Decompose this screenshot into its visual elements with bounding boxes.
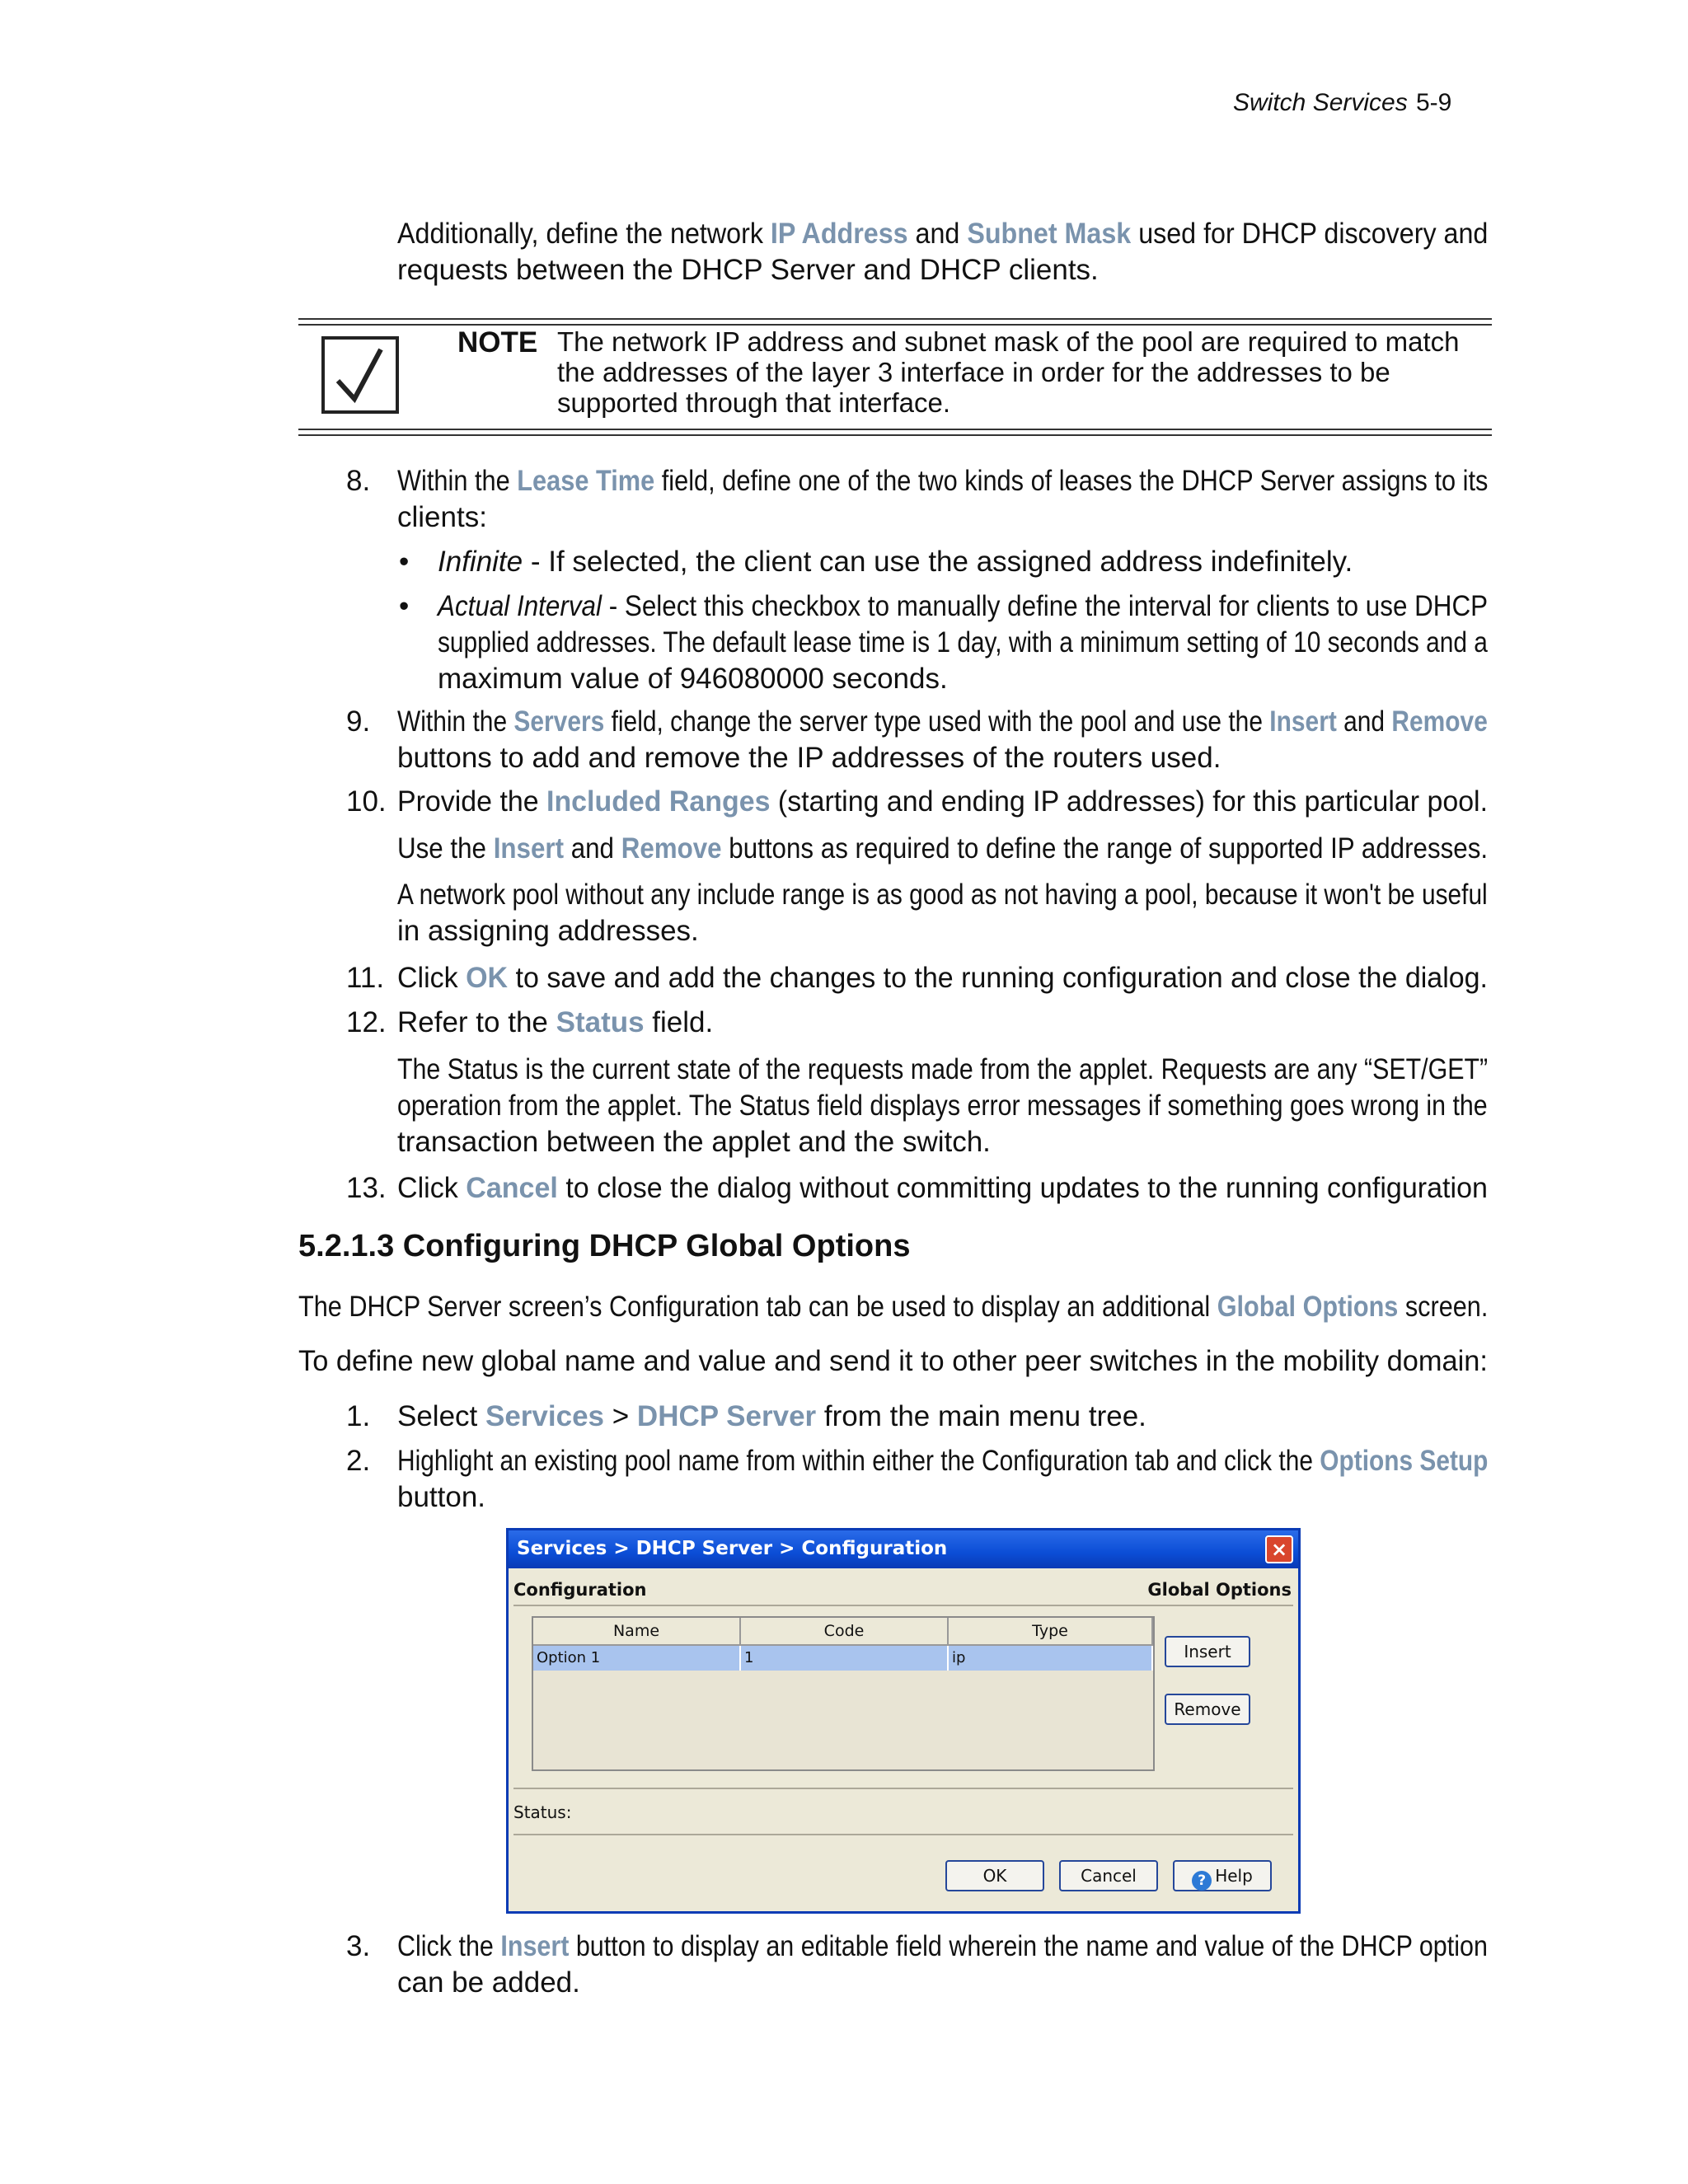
step-12-number: 12. (346, 1006, 387, 1038)
step-10-line-1: Provide the Included Ranges (starting and ending IP addresses) for this particular pool. (397, 785, 1489, 818)
step-12-para-2-line-3: transaction between the applet and the switch. (397, 1126, 991, 1158)
gstep-2-line-2: button. (397, 1481, 486, 1513)
gstep-3-line-1: Click the Insert button to display an editable field wherein the name and value of the DHCP option (397, 1930, 1488, 1962)
step-12-para-2-line-1: The Status is the current state of the requests made from the applet. Requests are any “SET/GET” (397, 1053, 1489, 1085)
note-rule-top-2 (298, 324, 1492, 326)
column-header-name[interactable]: Name (533, 1618, 741, 1646)
step-8-line-2: clients: (397, 501, 487, 533)
bullet-actual-interval-line-1: Actual Interval - Select this checkbox to manually define the interval for clients to use DHCP (438, 590, 1489, 622)
column-header-type[interactable]: Type (949, 1618, 1153, 1646)
help-button[interactable] (1173, 1860, 1272, 1891)
step-13-number: 13. (346, 1172, 387, 1204)
dialog-title: Services > DHCP Server > Configuration (517, 1538, 948, 1559)
step-10-number: 10. (346, 785, 387, 818)
step-8-number: 8. (346, 465, 371, 497)
bullet-actual-interval-line-2: supplied addresses. The default lease time is 1 day, with a minimum setting of 10 seconds and a (438, 626, 1488, 658)
global-options-instruction: To define new global name and value and send it to other peer switches in the mobility domain: (298, 1345, 1488, 1377)
intro-line-1: Additionally, define the network IP Address and Subnet Mask used for DHCP discovery and (397, 218, 1489, 250)
note-rule-bottom (298, 429, 1492, 430)
step-10-para-3-line-2: in assigning addresses. (397, 915, 699, 947)
gstep-2-line-1: Highlight an existing pool name from within either the Configuration tab and click the Options Setup (397, 1445, 1489, 1477)
divider (513, 1605, 1293, 1606)
step-9-line-2: buttons to add and remove the IP addresses of the routers used. (397, 742, 1221, 774)
cancel-button[interactable]: Cancel (1059, 1860, 1158, 1891)
bullet-actual-interval: • (399, 590, 410, 622)
table-cell-name[interactable]: Option 1 (533, 1646, 741, 1671)
note-label: NOTE (457, 326, 538, 359)
step-12-line-1: Refer to the Status field. (397, 1006, 714, 1038)
running-header-section: Switch Services (1233, 89, 1408, 116)
step-10-para-3-line-1: A network pool without any include range is as good as not having a pool, because it won't be useful (397, 879, 1488, 911)
note-rule-top (298, 318, 1492, 320)
global-options-intro: The DHCP Server screen’s Configuration tab can be used to display an additional Global Options screen. (298, 1291, 1489, 1323)
remove-button[interactable]: Remove (1165, 1694, 1250, 1725)
step-12-para-2-line-2: operation from the applet. The Status field displays error messages if something goes wrong in the (397, 1090, 1488, 1122)
ok-button[interactable]: OK (945, 1860, 1044, 1891)
bullet-infinite-text: Infinite - If selected, the client can use the assigned address indefinitely. (438, 546, 1353, 578)
table-cell-code[interactable]: 1 (741, 1646, 949, 1671)
gstep-1-number: 1. (346, 1400, 371, 1432)
note-rule-bottom-2 (298, 434, 1492, 436)
step-9-number: 9. (346, 705, 371, 738)
insert-button[interactable]: Insert (1165, 1636, 1250, 1667)
step-9-line-1: Within the Servers field, change the server type used with the pool and use the Insert and Remove (397, 705, 1488, 738)
gstep-3-number: 3. (346, 1930, 371, 1962)
step-11-number: 11. (346, 962, 385, 994)
column-header-code[interactable]: Code (741, 1618, 949, 1646)
gstep-3-line-2: can be added. (397, 1966, 580, 1999)
gstep-2-number: 2. (346, 1445, 371, 1477)
bullet-actual-interval-line-3: maximum value of 946080000 seconds. (438, 663, 948, 695)
checkmark-icon (321, 336, 399, 414)
help-label: Help (1215, 1866, 1253, 1886)
gstep-1-line-1: Select Services > DHCP Server from the main menu tree. (397, 1400, 1146, 1432)
bullet-infinite: • (399, 546, 410, 578)
configuration-label: Configuration (513, 1580, 647, 1600)
dialog-title-bar[interactable] (509, 1530, 1298, 1568)
dhcp-global-options-dialog (506, 1528, 1301, 1914)
close-icon[interactable]: × (1265, 1535, 1293, 1563)
divider (513, 1834, 1293, 1835)
note-text: The network IP address and subnet mask of the pool are required to match the addresses of the layer 3 interface in order for the addresses to be supported through that interface. (557, 326, 1460, 418)
global-options-label: Global Options (1147, 1580, 1292, 1600)
step-11-line-1: Click OK to save and add the changes to the running configuration and close the dialog. (397, 962, 1489, 994)
status-label: Status: (513, 1802, 572, 1822)
divider (513, 1788, 1293, 1789)
step-10-para-2: Use the Insert and Remove buttons as required to define the range of supported IP addresses. (397, 832, 1489, 865)
table-cell-type[interactable]: ip (949, 1646, 1153, 1671)
options-table (532, 1616, 1155, 1771)
intro-line-2: requests between the DHCP Server and DHCP clients. (397, 254, 1099, 286)
help-icon: ? (1192, 1871, 1212, 1891)
section-heading: 5.2.1.3 Configuring DHCP Global Options (298, 1229, 911, 1263)
page-number: 5-9 (1416, 89, 1452, 116)
step-13-line-1: Click Cancel to close the dialog without committing updates to the running configuration (397, 1172, 1488, 1204)
step-8-line-1: Within the Lease Time field, define one of the two kinds of leases the DHCP Server assigns to its (397, 465, 1489, 497)
